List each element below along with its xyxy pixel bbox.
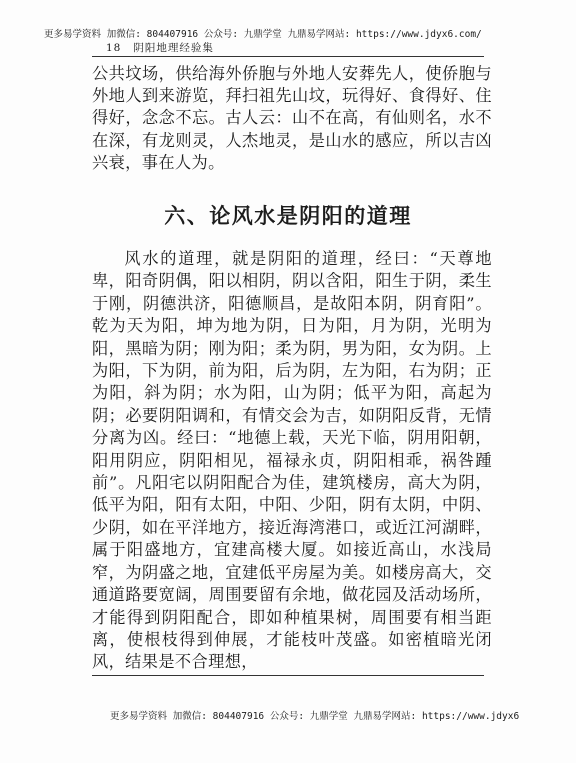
- watermark-top: 更多易学资料 加微信: 804407916 公众号: 九鼎学堂 九鼎易学网站: https://www.jdyx6.com/: [44, 29, 482, 40]
- section-title: 六、论风水是阴阳的道理: [164, 204, 412, 228]
- section-paragraph: 风水的道理，就是阴阳的道理，经曰：“天尊地卑，阳奇阴偶，阳以相阴，阴以含阳，阳生于阴，柔生于刚，阴德洪济，阳德顺昌，是故阳本阴，阴育阳”。乾为天为阳，坤为地为阴，日为阳，月为阴，光明为阳，黑暗为阴；刚为阳；柔为阴，男为阳，女为阴。上为阳，下为阴，前为阳，后为阴，左为阳，右为阴；正为阳，斜为阴；水为阳，山为阴；低平为阳，高起为阴；必要阴阳调和，有情交会为吉，如阴阳反背，无情分离为凶。经曰：“地德上载，天光下临，阴用阳朝，阳用阴应，阴阳相见，福禄永贞，阴阳相乖，祸咎踵前”。凡阳宅以阴阳配合为佳，建筑楼房，高大为阴，低平为阳，阳有太阳，中阳、少阳，阴有太阴，中阴、少阴，如在平洋地方，接近海湾港口，或近江河湖畔，属于阳盛地方，宜建高楼大厦。如接近高山，水浅局窄，为阴盛之地，宜建低平房屋为美。如楼房高大，交通道路要宽阔，周围要留有余地，做花园及活动场所，才能得到阴阳配合，即如种植果树，周围要有相当距离，使根枝得到伸展，才能枝叶茂盛。如密植暗光闭风，结果是不合理想，: [92, 249, 492, 672]
- header-rule: [92, 56, 484, 57]
- watermark-bottom: 更多易学资料 加微信: 804407916 公众号: 九鼎学堂 九鼎易学网站: https://www.jdyx6: [110, 711, 520, 722]
- page-number: 18: [106, 42, 122, 54]
- footer-rule: [92, 675, 484, 676]
- intro-text: [92, 63, 492, 174]
- book-title: 阴阳地理经验集: [133, 42, 214, 54]
- section-text: [92, 248, 492, 674]
- page-header: [106, 40, 214, 55]
- intro-paragraph: 公共坟场，供给海外侨胞与外地人安葬先人，使侨胞与外地人到来游览，拜扫祖先山坟，玩得好、食得好、住得好，念念不忘。古人云：山不在高，有仙则名，水不在深，有龙则灵，人杰地灵，是山水的感应，所以吉凶兴衰，事在人为。: [92, 64, 492, 172]
